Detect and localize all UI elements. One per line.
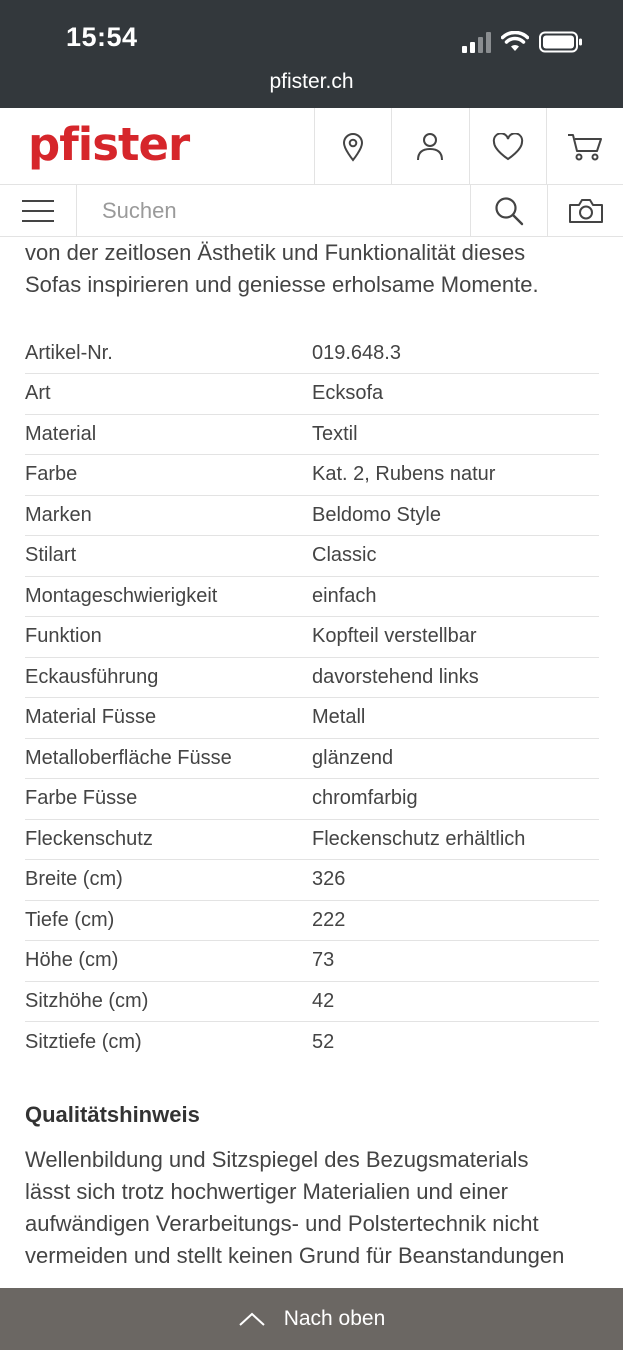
spec-row [25, 536, 599, 577]
cart-button[interactable] [546, 108, 623, 185]
spec-row [25, 617, 599, 658]
quality-notice-title: Qualitätshinweis [25, 1102, 200, 1127]
hamburger-menu-icon[interactable] [0, 185, 77, 237]
spec-key: Funktion [25, 617, 312, 658]
spec-row [25, 455, 599, 496]
spec-value: Fleckenschutz erhältlich [312, 819, 599, 860]
spec-value: Textil [312, 414, 599, 455]
spec-key: Tiefe (cm) [25, 900, 312, 941]
spec-value: 52 [312, 1030, 335, 1053]
spec-value: Kopfteil verstellbar [312, 617, 599, 658]
location-pin-icon [341, 132, 365, 162]
spec-key: Metalloberfläche Füsse [25, 738, 312, 779]
spec-key: Artikel-Nr. [25, 333, 312, 374]
back-to-top-button[interactable] [0, 1288, 623, 1350]
spec-key: Stilart [25, 536, 312, 577]
spec-value: Ecksofa [312, 374, 599, 415]
quality-line: lässt sich trotz hochwertiger Materialien und einer [25, 1179, 509, 1204]
spec-key: Höhe (cm) [25, 941, 312, 982]
spec-row [25, 657, 599, 698]
spec-row [25, 333, 599, 374]
spec-key: Fleckenschutz [25, 819, 312, 860]
chevron-up-icon [238, 1311, 266, 1327]
spec-value: 326 [312, 860, 599, 901]
cellular-signal-icon [462, 31, 491, 53]
spec-key: Eckausführung [25, 657, 312, 698]
spec-row [25, 1022, 599, 1063]
spec-row [25, 941, 599, 982]
heart-icon [492, 133, 524, 161]
spec-row [25, 981, 599, 1022]
spec-value: 42 [312, 981, 599, 1022]
spec-value: einfach [312, 576, 599, 617]
spec-value: davorstehend links [312, 657, 599, 698]
spec-row [25, 414, 599, 455]
image-search-button[interactable] [547, 185, 623, 237]
spec-key: Material [25, 414, 312, 455]
spec-key: Farbe Füsse [25, 779, 312, 820]
spec-key: Sitztiefe (cm) [25, 1030, 142, 1053]
status-time: 15:54 [66, 22, 138, 52]
spec-value: chromfarbig [312, 779, 599, 820]
site-header [0, 108, 623, 185]
spec-value: Beldomo Style [312, 495, 599, 536]
spec-key: Montageschwierigkeit [25, 576, 312, 617]
spec-key: Art [25, 374, 312, 415]
back-to-top-label: Nach oben [283, 1307, 386, 1330]
status-bar [0, 0, 623, 108]
spec-row [25, 374, 599, 415]
spec-key: Breite (cm) [25, 860, 312, 901]
spec-row [25, 860, 599, 901]
product-details [25, 205, 599, 1272]
spec-row [25, 495, 599, 536]
wifi-icon [501, 31, 529, 53]
spec-key: Farbe [25, 455, 312, 496]
quality-line: aufwändigen Verarbeitungs- und Polstertechnik nicht [25, 1211, 539, 1236]
spec-row [25, 900, 599, 941]
spec-value: 019.648.3 [312, 333, 599, 374]
description-line: von der zeitlosen Ästhetik und Funktionalität dieses [25, 240, 526, 265]
spec-row [25, 779, 599, 820]
spec-row [25, 819, 599, 860]
search-input[interactable] [78, 185, 470, 237]
browser-url[interactable]: pfister.ch [269, 70, 354, 93]
spec-row [25, 576, 599, 617]
spec-key: Material Füsse [25, 698, 312, 739]
search-button[interactable] [470, 185, 547, 237]
spec-table [25, 333, 599, 1062]
spec-value: Classic [312, 536, 599, 577]
status-icons [462, 28, 583, 56]
spec-row [25, 698, 599, 739]
spec-value: glänzend [312, 738, 599, 779]
description-line: Sofas inspirieren und geniesse erholsame Momente. [25, 272, 539, 297]
quality-notice-text [25, 1144, 599, 1272]
cart-icon [567, 132, 603, 162]
spec-value: Kat. 2, Rubens natur [312, 455, 599, 496]
spec-value: 222 [312, 900, 599, 941]
store-locator-button[interactable] [314, 108, 391, 185]
account-button[interactable] [391, 108, 468, 185]
spec-value: 73 [312, 941, 599, 982]
spec-key: Sitzhöhe (cm) [25, 981, 312, 1022]
spec-row [25, 738, 599, 779]
user-icon [416, 132, 444, 162]
spec-value: Metall [312, 698, 599, 739]
quality-line: Wellenbildung und Sitzspiegel des Bezugsmaterials [25, 1147, 529, 1172]
wishlist-button[interactable] [469, 108, 546, 185]
battery-icon [539, 31, 583, 53]
search-icon [494, 196, 524, 226]
camera-icon [568, 197, 604, 225]
quality-line: vermeiden und stellt keinen Grund für Beanstandungen [25, 1243, 565, 1268]
pfister-logo[interactable]: pfister [28, 118, 190, 171]
search-bar [0, 185, 623, 237]
spec-key: Marken [25, 495, 312, 536]
